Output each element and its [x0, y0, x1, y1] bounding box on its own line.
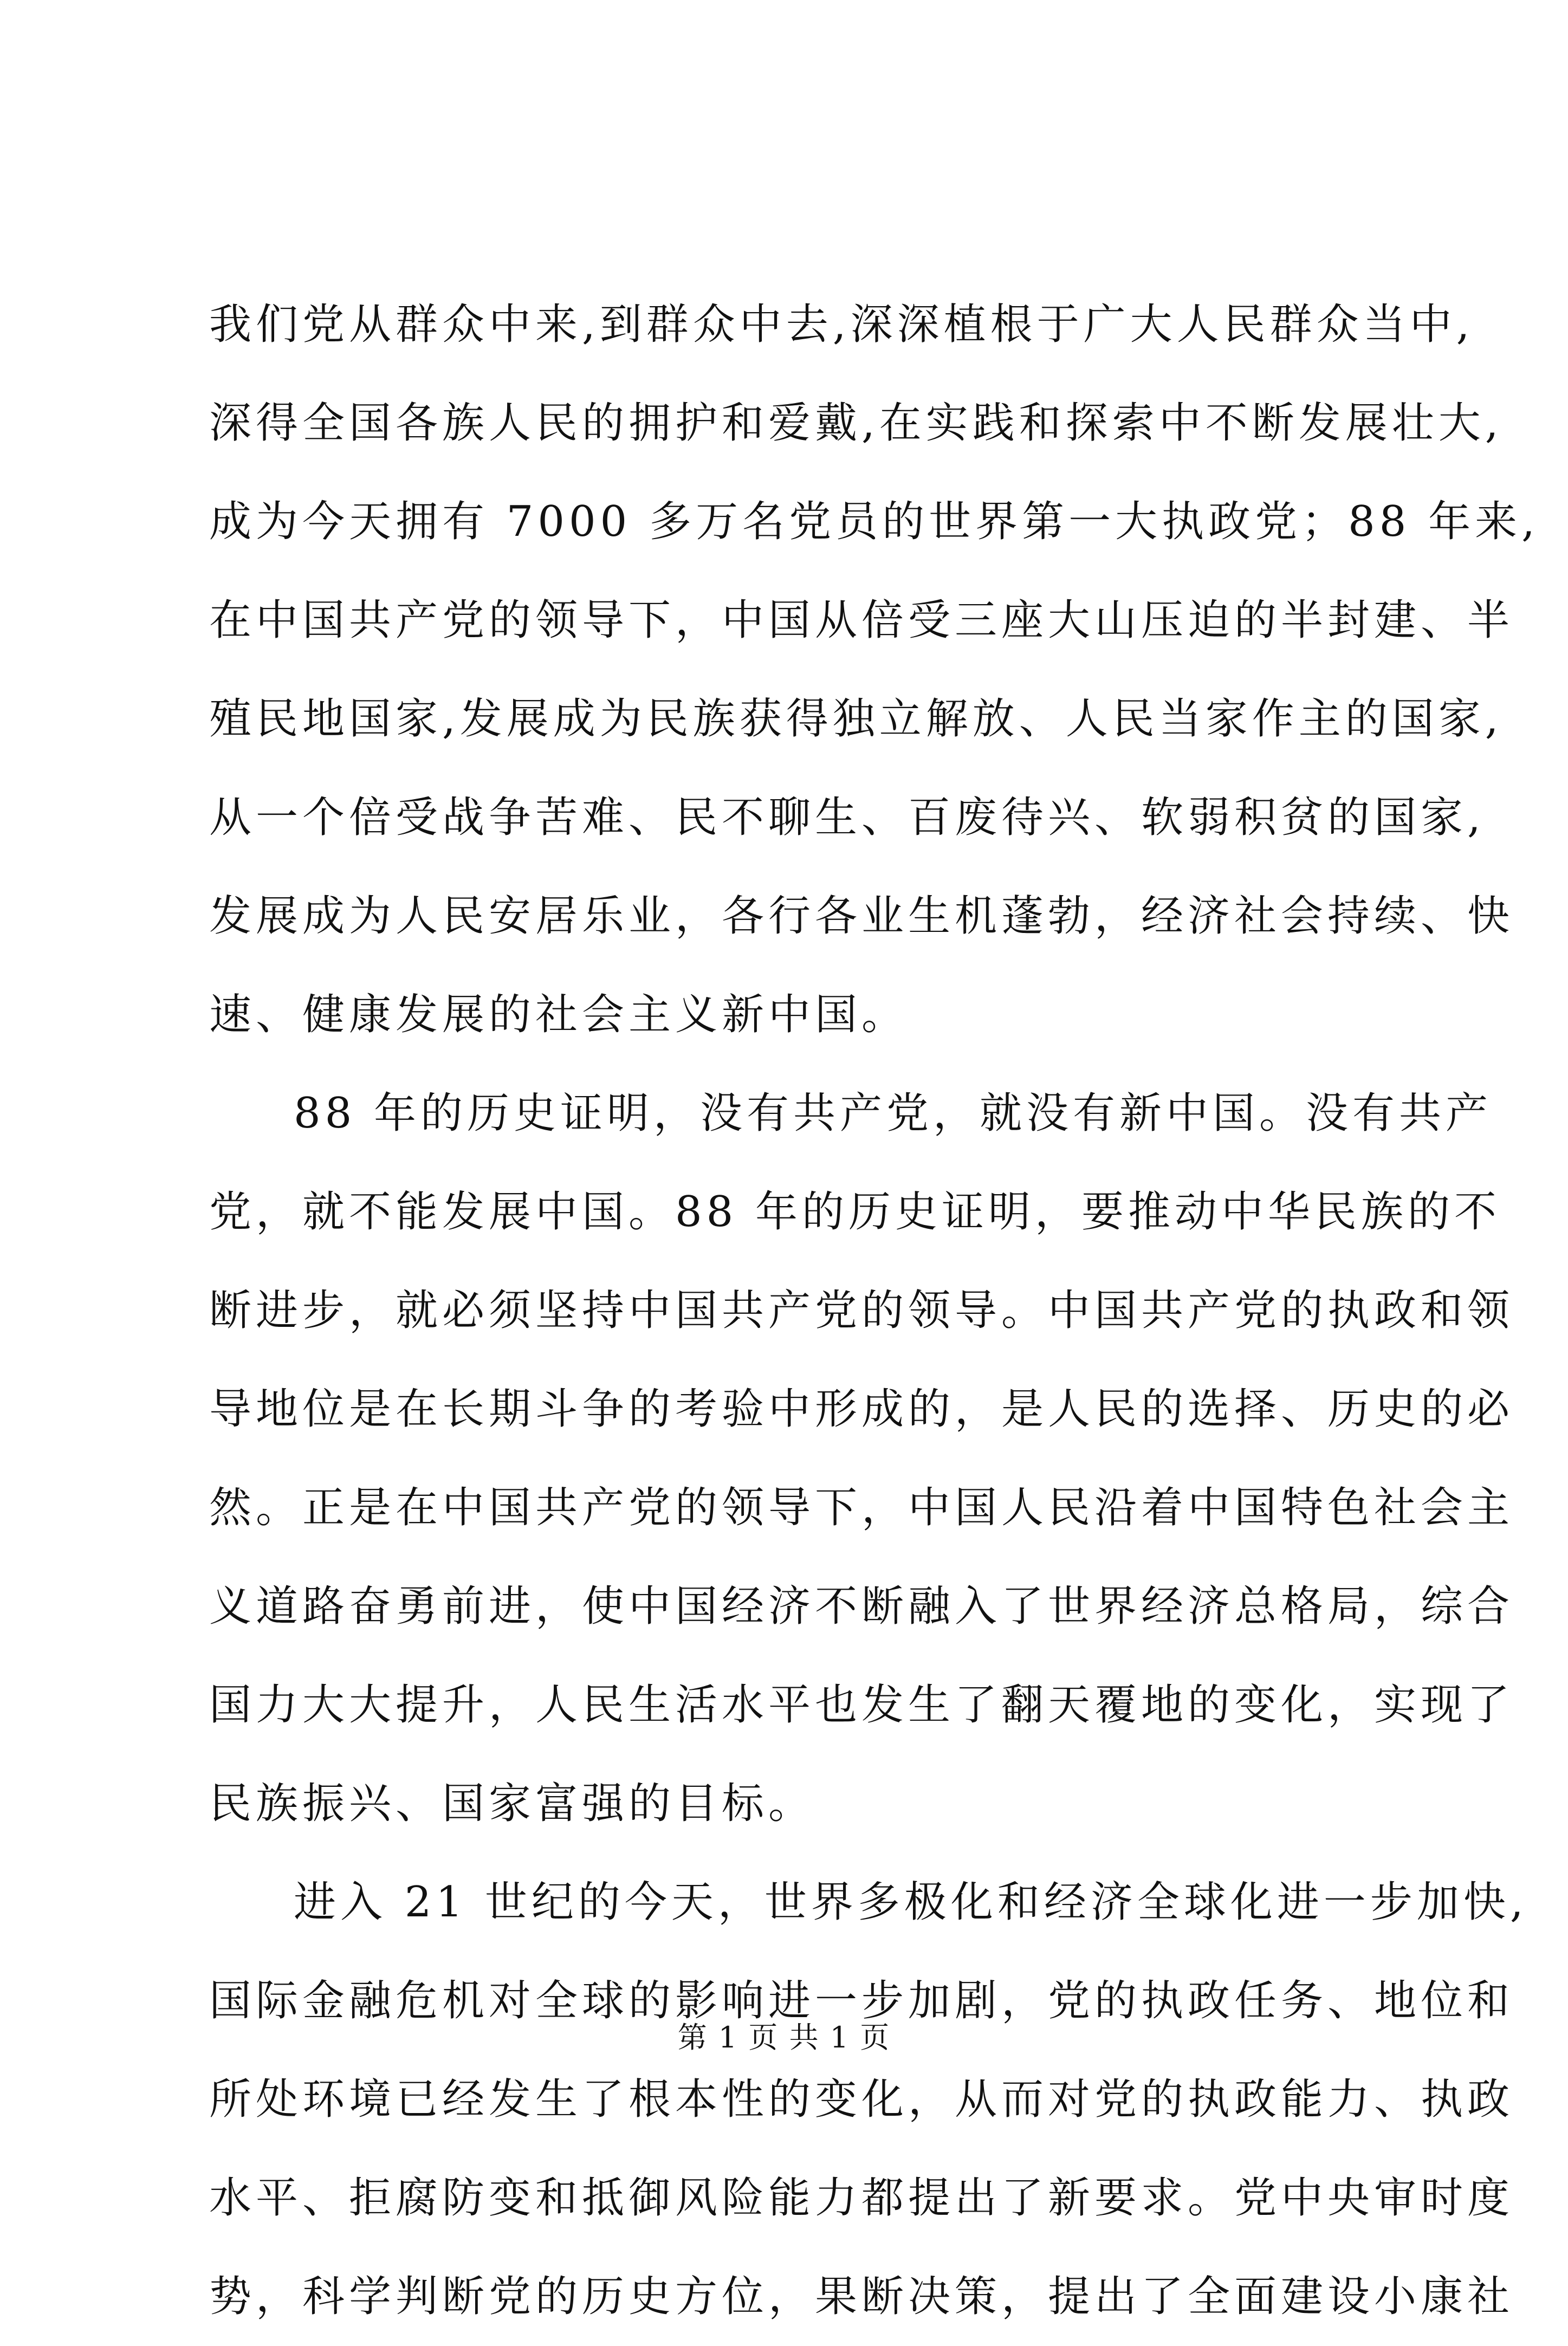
text-line: 导地位是在长期斗争的考验中形成的，是人民的选择、历史的必: [209, 1385, 1514, 1434]
paragraph-first-line: 进入 21 世纪的今天，世界多极化和经济全球化进一步加快,: [294, 1878, 1528, 1927]
text-line: 所处环境已经发生了根本性的变化，从而对党的执政能力、执政: [209, 2075, 1514, 2124]
text-line: 水平、拒腐防变和抵御风险能力都提出了新要求。党中央审时度: [209, 2174, 1514, 2222]
text-line: 然。正是在中国共产党的领导下，中国人民沿着中国特色社会主: [209, 1483, 1514, 1532]
text-line: 国力大大提升，人民生活水平也发生了翻天覆地的变化，实现了: [209, 1681, 1514, 1729]
text-line: 成为今天拥有 7000 多万名党员的世界第一大执政党；88 年来,: [209, 497, 1539, 546]
text-line: 在中国共产党的领导下，中国从倍受三座大山压迫的半封建、半: [209, 596, 1514, 645]
paragraph-first-line: 88 年的历史证明，没有共产党，就没有新中国。没有共产: [294, 1089, 1493, 1138]
text-line: 殖民地国家,发展成为民族获得独立解放、人民当家作主的国家,: [209, 695, 1503, 743]
text-line: 我们党从群众中来,到群众中去,深深植根于广大人民群众当中,: [209, 300, 1474, 349]
text-line: 深得全国各族人民的拥护和爱戴,在实践和探索中不断发展壮大,: [209, 399, 1503, 448]
text-line: 义道路奋勇前进，使中国经济不断融入了世界经济总格局，综合: [209, 1582, 1514, 1631]
text-line: 党，就不能发展中国。88 年的历史证明，要推动中华民族的不: [209, 1188, 1501, 1236]
page-footer: 第 1 页 共 1 页: [677, 2020, 891, 2055]
text-line: 国际金融危机对全球的影响进一步加剧，党的执政任务、地位和: [209, 1976, 1514, 2025]
text-line: 势，科学判断党的历史方位，果断决策，提出了全面建设小康社: [209, 2272, 1514, 2321]
text-line: 从一个倍受战争苦难、民不聊生、百废待兴、软弱积贫的国家,: [209, 793, 1485, 842]
text-line: 断进步，就必须坚持中国共产党的领导。中国共产党的执政和领: [209, 1286, 1514, 1335]
text-line: 发展成为人民安居乐业，各行各业生机蓬勃，经济社会持续、快: [209, 892, 1514, 941]
text-line: 民族振兴、国家富强的目标。: [209, 1779, 815, 1828]
text-line: 速、健康发展的社会主义新中国。: [209, 990, 909, 1039]
